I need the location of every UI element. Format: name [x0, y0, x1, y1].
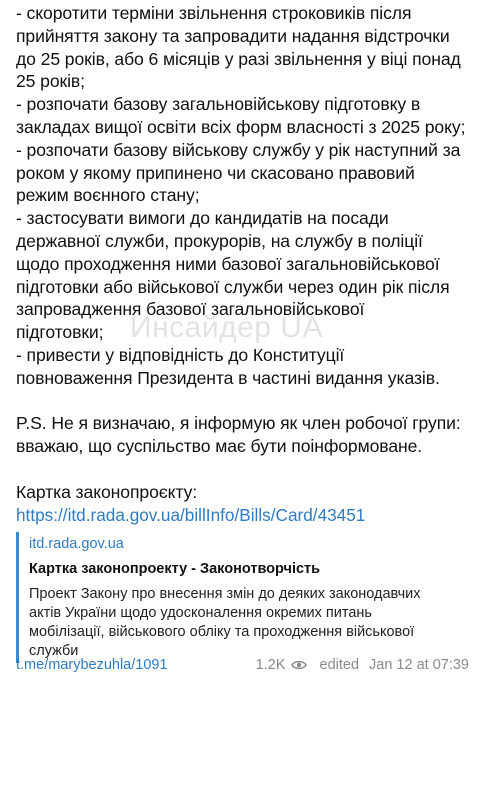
- ps-line: вважаю, що суспільство має бути поінформоване.: [16, 436, 423, 457]
- message-line: підготовки;: [16, 322, 104, 343]
- message-time: Jan 12 at 07:39: [369, 657, 469, 673]
- link-preview[interactable]: [16, 532, 446, 663]
- message-line: прийняття закону та запровадити надання відстрочки: [16, 25, 450, 46]
- message-line: повноваження Президента в частині видання указів.: [16, 367, 440, 388]
- message-line: державної служби, прокурорів, на службу в поліції: [16, 230, 423, 251]
- message-line: 25 років;: [16, 71, 85, 92]
- paragraph-gap: [16, 390, 469, 413]
- message-line: - застосувати вимоги до кандидатів на посади: [16, 208, 389, 229]
- eye-icon: [291, 659, 307, 671]
- message-line: запровадження базової загальновійськової: [16, 299, 365, 320]
- preview-description-line: Проект Закону про внесення змін до деяких законодавчих: [29, 585, 421, 602]
- views-count: 1.2K: [255, 657, 286, 673]
- message-meta: [256, 657, 469, 673]
- preview-site-name: itd.rada.gov.ua: [29, 535, 124, 552]
- preview-title: Картка законопроекту - Законотворчість: [29, 560, 321, 577]
- message-line: режим воєнного стану;: [16, 185, 200, 206]
- preview-description-line: мобілізації, військового обліку та проходження військової: [29, 623, 415, 640]
- message-line: - скоротити терміни звільнення строковиків після: [16, 3, 412, 23]
- message-line: закладах вищої освіти всіх форм власності з 2025 року;: [16, 116, 466, 137]
- card-label: Картка законопроєкту:: [16, 481, 198, 502]
- paragraph-gap: [16, 458, 469, 481]
- preview-description-line: служби: [29, 642, 79, 659]
- edited-label: edited: [319, 657, 360, 673]
- message-line: до 25 років, або 6 місяців у разі звільнення у віці понад: [16, 48, 461, 69]
- message-line: - привести у відповідність до Конституції: [16, 344, 345, 365]
- preview-description-line: актів України щодо удосконалення окремих питань: [29, 604, 372, 621]
- message-line: щодо проходження ними базової загальновійськової: [16, 253, 440, 274]
- bill-card-link[interactable]: https://itd.rada.gov.ua/billInfo/Bills/Card/43451: [16, 504, 366, 525]
- watermark-text: Инсайдер UA: [130, 311, 323, 344]
- message-line: підготовки або військової служби через один рік після: [16, 276, 450, 297]
- post-link[interactable]: t.me/marybezuhla/1091: [16, 657, 168, 673]
- message-line: роком у якому припинено чи скасовано правовий: [16, 162, 415, 183]
- message-line: - розпочати базову військову службу у рік наступний за: [16, 139, 461, 160]
- message-line: - розпочати базову загальновійськову підготовку в: [16, 94, 421, 115]
- message-footer: [16, 654, 469, 676]
- ps-line: P.S. Не я визначаю, я інформую як член робочої групи:: [16, 413, 461, 434]
